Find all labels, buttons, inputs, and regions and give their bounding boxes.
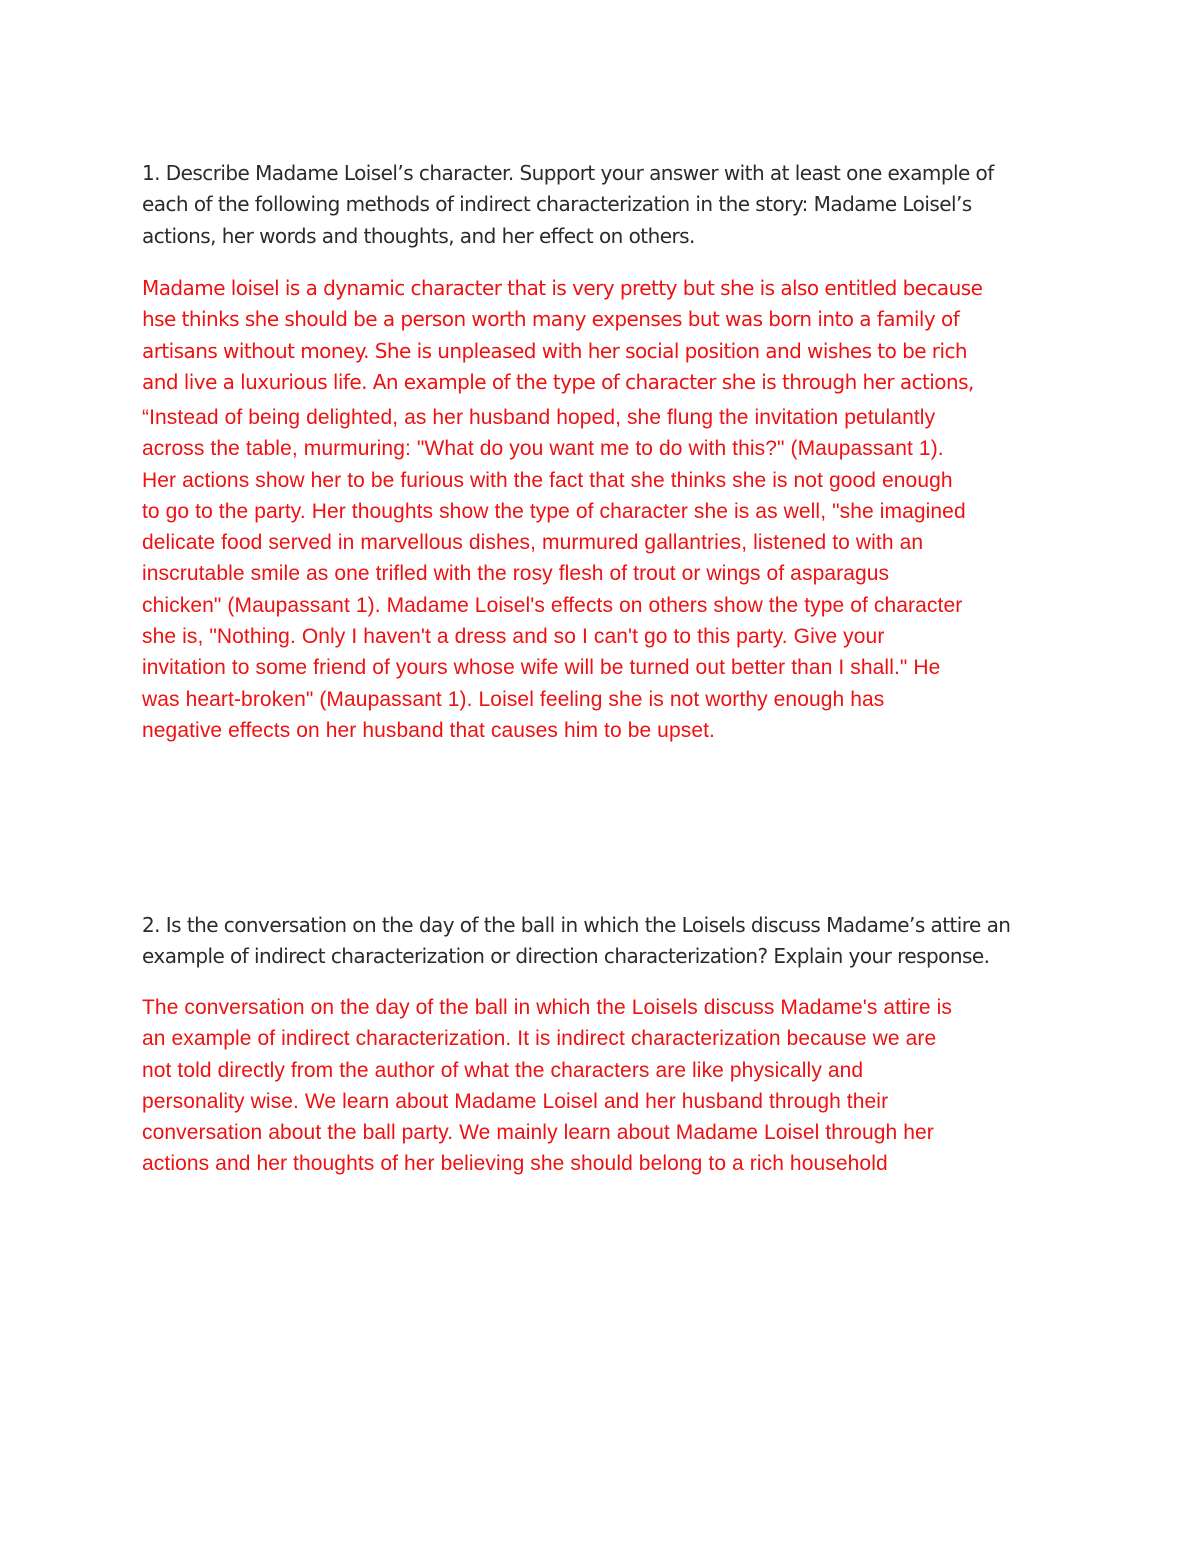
answer-2-line: personality wise. We learn about Madame Loisel and her husband through their (142, 1089, 889, 1113)
answer-1-line: hse thinks she should be a person worth many expenses but was born into a family of (142, 307, 960, 332)
answer-1-line: and live a luxurious life. An example of the type of character she is through her actions, (142, 369, 974, 394)
answer-2-line: conversation about the ball party. We mainly learn about Madame Loisel through her (142, 1121, 934, 1145)
answer-1-line: artisans without money. She is unpleased with her social position and wishes to be rich (142, 338, 968, 363)
answer-2 (142, 992, 1072, 1180)
answer-2-line: not told directly from the author of what the characters are like physically and (142, 1058, 864, 1082)
answer-1-intro (142, 273, 1072, 398)
answer-1-line: “Instead of being delighted, as her husband hoped, she flung the invitation petulantly (142, 406, 936, 429)
answer-1-line: was heart-broken" (Maupassant 1). Loisel feeling she is not worthy enough has (142, 687, 885, 711)
question-2-line: example of indirect characterization or direction characterization? Explain your response. (142, 944, 990, 969)
answer-1-line: chicken" (Maupassant 1). Madame Loisel's effects on others show the type of character (142, 593, 963, 617)
answer-1-line: across the table, murmuring: "What do you want me to do with this?" (Maupassant 1). (142, 437, 944, 461)
answer-2-line: The conversation on the day of the ball in which the Loisels discuss Madame's attire is (142, 996, 952, 1019)
question-1-line: 1. Describe Madame Loisel’s character. Support your answer with at least one example of (142, 161, 994, 185)
answer-1-line: inscrutable smile as one trifled with the rosy flesh of trout or wings of asparagus (142, 562, 890, 586)
answer-1-line: Her actions show her to be furious with the fact that she thinks she is not good enough (142, 468, 953, 492)
answer-1-line: invitation to some friend of yours whose wife will be turned out better than I shall." He (142, 656, 941, 680)
answer-2-line: an example of indirect characterization. It is indirect characterization because we are (142, 1027, 937, 1051)
answer-2-line: actions and her thoughts of her believing she should belong to a rich household (142, 1152, 888, 1176)
answer-1-line: to go to the party. Her thoughts show the type of character she is as well, "she imagined (142, 499, 966, 523)
question-1 (142, 158, 1072, 252)
question-2-line: 2. Is the conversation on the day of the ball in which the Loisels discuss Madame’s attire an (142, 913, 1011, 937)
answer-1-line: delicate food served in marvellous dishes, murmured gallantries, listened to with an (142, 531, 924, 555)
answer-1-line: Madame loisel is a dynamic character that is very pretty but she is also entitled because (142, 276, 983, 300)
question-1-line: each of the following methods of indirect characterization in the story: Madame Loisel’s (142, 192, 972, 217)
question-1-line: actions, her words and thoughts, and her effect on others. (142, 223, 695, 248)
answer-1-line: she is, "Nothing. Only I haven't a dress and so I can't go to this party. Give your (142, 625, 885, 649)
answer-1-line: negative effects on her husband that causes him to be upset. (142, 718, 715, 742)
question-2 (142, 910, 1072, 973)
answer-1-quotes (142, 402, 1072, 746)
